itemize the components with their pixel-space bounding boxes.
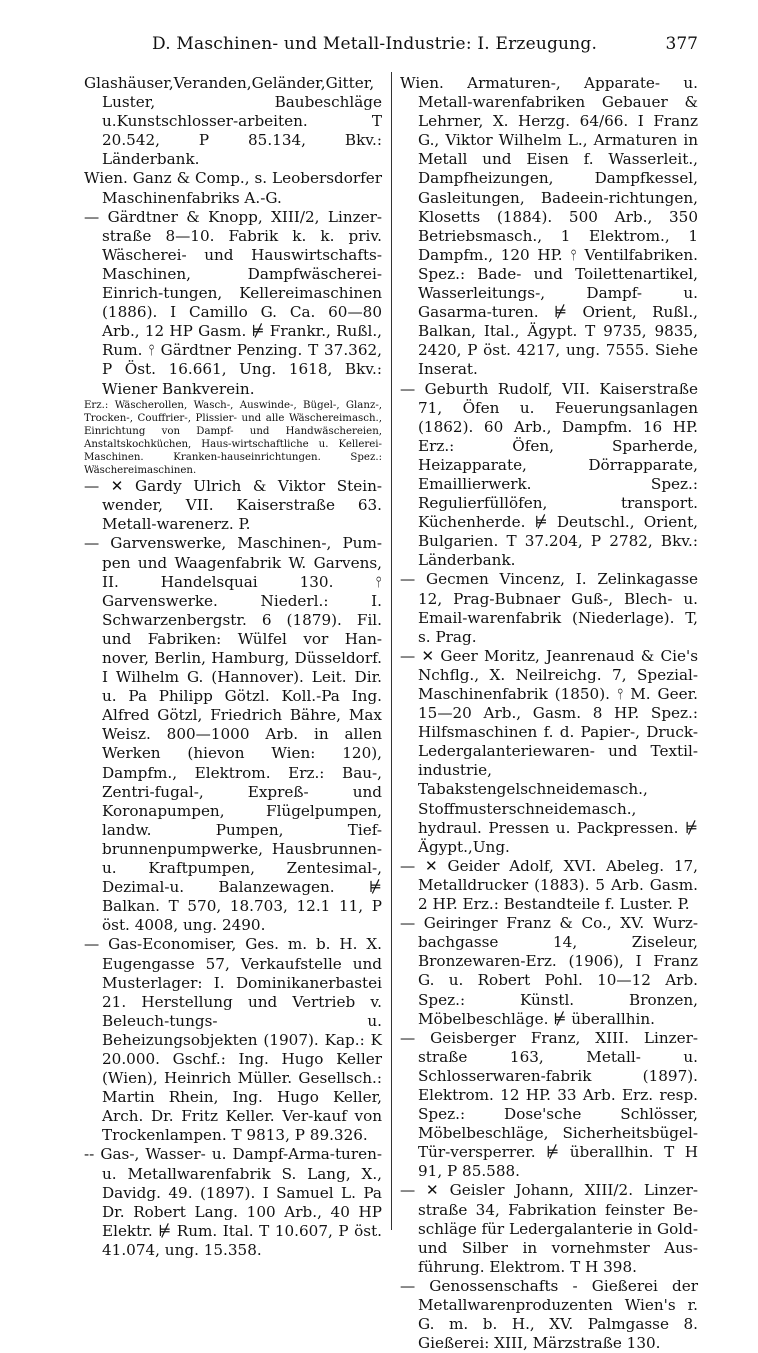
directory-entry: — Genossenschafts - Gießerei der Metallwarenproduzenten Wien's r. G. m. b. H., XV. Palmgasse 8. Gießerei: XIII, Märzstraße 130. <box>400 1276 698 1353</box>
running-title: D. Maschinen- und Metall-Industrie: I. Erzeugung. <box>152 34 598 54</box>
directory-entry: — Gecmen Vincenz, I. Zelinkagasse 12, Prag-Bubnaer Guß-, Blech- u. Email-warenfabrik (Niederlage). T, s. Prag. <box>400 570 698 646</box>
directory-entry: — ✕ Geisler Johann, XIII/2. Linzer-straße 34, Fabrikation feinster Be-schläge für Ledergalanterie in Gold-und Silber in vornehmster Aus-führung. Elektrom. T H 398. <box>400 1181 699 1276</box>
directory-entry: -- Gas-, Wasser- u. Dampf-Arma-turen- u. Metallwarenfabrik S. Lang, X., Davidg. 49. (1897). I Samuel L. Pa Dr. Robert Lang. 100 Arb., 40 HP Elektr. ⊭ Rum. Ital. T 10.607, P öst. 41.074, ung. 15.358. <box>84 1145 382 1259</box>
directory-entry: Glashäuser,Veranden,Geländer,Gitter, Luster, Baubeschläge u.Kunstschlosser-arbeiten. T 20.542, P 85.134, Bkv.: Länderbank. <box>84 74 382 169</box>
directory-entry: — ✕ Gardy Ulrich & Viktor Stein-wender, VII. Kaiserstraße 63. Metall-warenerz. P. <box>84 477 382 534</box>
column-divider <box>391 72 392 1230</box>
directory-entry: — Geburth Rudolf, VII. Kaiserstraße 71, Öfen u. Feuerungsanlagen (1862). 60 Arb., Dampfm. 16 HP. Erz.: Öfen, Sparherde, Heizapparate, Dörrapparate, Emaillierwerk. Spez.: Regulierfüllöfen, transport. Küchenherde. ⊭ Deutschl., Orient, Bulgarien. T 37.204, P 2782, Bkv.: Länderbank. <box>400 379 698 570</box>
directory-entry: — Garvenswerke, Maschinen-, Pum-pen und Waagenfabrik W. Garvens, II. Handelsquai 130. ⫯ Garvenswerke. Niederl.: I. Schwarzenbergstr. 6 (1879). Fil. und Fabriken: Wülfel vor Han-nover, Berlin, Hamburg, Düsseldorf. I Wilhelm G. (Hannover). Leit. Dir. u. Pa Philipp Götzl. Koll.-Pa Ing. Alfred Götzl, Friedrich Bähre, Max Weisz. 800—1000 Arb. in allen Werken (hievon Wien: 120), Dampfm., Elektrom. Erz.: Bau-, Zentri-fugal-, Expreß- und Koronapumpen, Flügelpumpen, landw. Pumpen, Tief-brunnenpumpwerke, Hausbrunnen- u. Kraftpumpen, Zentesimal-, Dezimal-u. Balanzewagen. ⊭ Balkan. T 570, 18.703, 12.1 11, P öst. 4008, ung. 2490. <box>84 534 382 935</box>
directory-entry: — Geisberger Franz, XIII. Linzer-straße 163, Metall- u. Schlosserwaren-fabrik (1897). Elektrom. 12 HP. 33 Arb. Erz. resp. Spez.: Dose'sche Schlösser, Möbelbeschläge, Sicherheitsbügel-Tür-versperrer. ⊭ überallhin. T H 91, P 85.588. <box>400 1028 698 1181</box>
directory-entry: Wien. Ganz & Comp., s. Leobersdorfer Maschinenfabriks A.-G. <box>84 169 382 207</box>
directory-entry: — Gas-Economiser, Ges. m. b. H. X. Eugengasse 57, Verkaufstelle und Musterlager: I. Dominikanerbastei 21. Herstellung und Vertrieb v. Beleuch-tungs- u. Beheizungsobjekten (1907). Kap.: K 20.000. Gschf.: Ing. Hugo Keller (Wien), Heinrich Müller. Gesellsch.: Martin Rhein, Ing. Hugo Keller, Arch. Dr. Fritz Keller. Ver-kauf von Trockenlampen. T 9813, P 89.326. <box>84 935 382 1145</box>
page-number: 377 <box>665 34 698 54</box>
directory-entry: — Gärdtner & Knopp, XIII/2, Linzer-straße 8—10. Fabrik k. k. priv. Wäscherei- und Hauswirtschafts-Maschinen, Dampfwäscherei-Einrich-tungen, Kellereimaschinen (1886). I Camillo G. Ca. 60—80 Arb., 12 HP Gasm. ⊭ Frankr., Rußl., Rum. ⫯ Gärdtner Penzing. T 37.362, P Öst. 16.661, Ung. 1618, Bkv.: Wiener Bankverein. <box>84 207 382 398</box>
product-note: Erz.: Wäscherollen, Wasch-, Auswinde-, Bügel-, Glanz-, Trocken-, Couffrier-, Plissier- und alle Wäschereimasch., Einrichtung von Dampf- und Handwäschereien, Anstaltskochküchen, Haus-wirtschaftliche u. Kellerei-Maschinen. Kranken-hauseinrichtungen. Spez.: Wäschereimaschinen. <box>84 399 382 477</box>
directory-entry: — ✕ Geider Adolf, XVI. Abeleg. 17, Metalldrucker (1883). 5 Arb. Gasm. 2 HP. Erz.: Bestandteile f. Luster. P. <box>400 856 698 914</box>
directory-entry: — ✕ Geer Moritz, Jeanrenaud & Cie's Nchflg., X. Neilreichg. 7, Spezial-Maschinenfabrik (1850). ⫯ M. Geer. 15—20 Arb., Gasm. 8 HP. Spez.: Hilfsmaschinen f. d. Papier-, Druck-Ledergalanteriewaren- und Textil-industrie, Tabakstengelschneidemasch., Stoffmusterschneidemasch., hydraul. Pressen u. Packpressen. ⊭ Ägypt.,Ung. <box>400 646 698 856</box>
left-column <box>84 74 382 1260</box>
directory-entry: — Geiringer Franz & Co., XV. Wurz-bachgasse 14, Ziseleur, Bronzewaren-Erz. (1906), I Franz G. u. Robert Pohl. 10—12 Arb. Spez.: Künstl. Bronzen, Möbelbeschläge. ⊭ überallhin. <box>400 914 698 1028</box>
right-column <box>400 74 698 1353</box>
directory-entry: Wien. Armaturen-, Apparate- u. Metall-warenfabriken Gebauer & Lehrner, X. Herzg. 64/66. I Franz G., Viktor Wilhelm L., Armaturen in Metall und Eisen f. Wasserleit., Dampfheizungen, Dampfkessel, Gasleitungen, Badeein-richtungen, Klosetts (1884). 500 Arb., 350 Betriebsmasch., 1 Elektrom., 1 Dampfm., 120 HP. ⫯ Ventilfabriken. Spez.: Bade- und Toilettenartikel, Wasserleitungs-, Dampf- u. Gasarma-turen. ⊭ Orient, Rußl., Balkan, Ital., Ägypt. T 9735, 9835, 2420, P öst. 4217, ung. 7555. Siehe Inserat. <box>400 74 698 379</box>
page-header <box>88 34 698 58</box>
